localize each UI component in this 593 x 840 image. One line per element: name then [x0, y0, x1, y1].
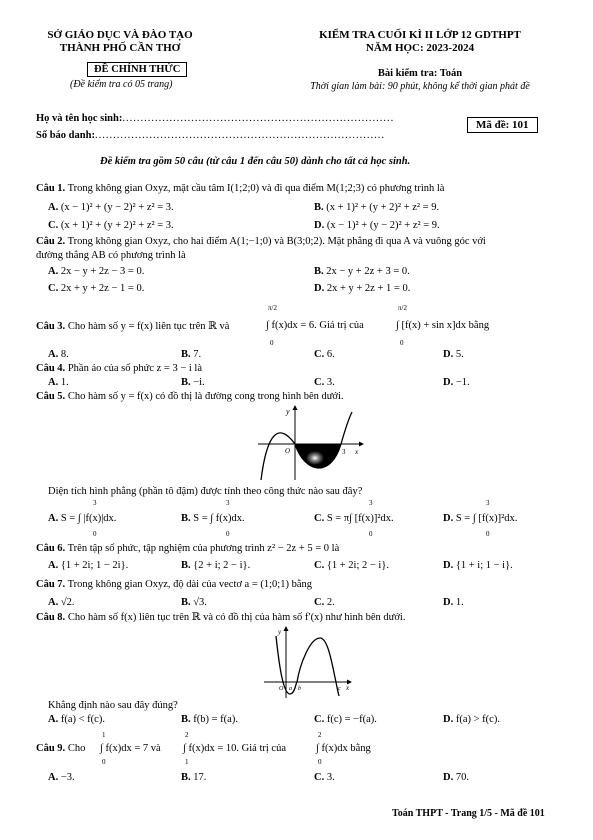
q8-a-label: a [289, 686, 292, 692]
question-1: Câu 1. Trong không gian Oxyz, mặt cầu tâm I(1;2;0) và đi qua điểm M(1;2;3) có phương trình là [36, 183, 445, 194]
question-2: Câu 2. Trong không gian Oxyz, cho hai điểm A(1;−1;0) và B(3;0;2). Mặt phẳng đi qua A và vuông góc với [36, 236, 486, 247]
official-badge: ĐỀ CHÍNH THỨC [87, 62, 187, 77]
q9-integral-1: ∫ f(x)dx = 7 và [100, 743, 161, 754]
q2-option-a: A. 2x − y + 2z − 3 = 0. [48, 266, 145, 277]
q8-b-label: b [298, 686, 301, 692]
q5-b-lower: 0 [226, 530, 230, 538]
q7-option-c: C. 2. [314, 597, 335, 608]
student-name-label: Họ và tên học sinh:........................................................................... [36, 113, 395, 124]
q1-option-b: B. (x + 1)² + (y + 2)² + z² = 9. [314, 202, 440, 213]
q3-int1-lower: 0 [270, 339, 274, 347]
question-7: Câu 7. Trong không gian Oxyz, độ dài của vectơ a = (1;0;1) bằng [36, 579, 312, 590]
student-id-label: Số báo danh:................................................................................ [36, 130, 385, 141]
q1-option-a: A. (x − 1)² + (y − 2)² + z² = 3. [48, 202, 174, 213]
q6-option-b: B. {2 + i; 2 − i}. [181, 560, 251, 571]
q9-option-d: D. 70. [443, 772, 469, 783]
pages-note: (Đề kiểm tra có 05 trang) [70, 79, 173, 90]
q2-option-c: C. 2x + y + 2z − 1 = 0. [48, 283, 145, 294]
department-name: SỞ GIÁO DỤC VÀ ĐÀO TẠO [47, 29, 193, 41]
question-5: Câu 5. Cho hàm số y = f(x) có đồ thị là đường cong trong hình bên dưới. [36, 391, 344, 402]
q5-option-d: D. S = ∫ [f(x)]²dx. [443, 513, 518, 524]
question-3: Câu 3. Cho hàm số y = f(x) liên tục trên ℝ và [36, 321, 230, 332]
q5-c-upper: 3 [369, 499, 373, 507]
q3-option-b: B. 7. [181, 349, 202, 360]
q8-y-arrow [284, 626, 289, 631]
q9-option-c: C. 3. [314, 772, 335, 783]
q3-option-a: A. 8. [48, 349, 69, 360]
q9-int3-lower: 0 [318, 758, 322, 766]
q9-int2-upper: 2 [185, 731, 189, 739]
q5-origin-label: O [285, 447, 291, 455]
q5-x-label: x [355, 448, 359, 456]
question-2-cont: đường thẳng AB có phương trình là [36, 250, 186, 261]
q7-option-b: B. √3. [181, 597, 207, 608]
q8-option-d: D. f(a) > f(c). [443, 714, 500, 725]
q3-integral-2: ∫ [f(x) + sin x]dx bằng [396, 320, 490, 331]
q5-y-label: y [286, 407, 290, 416]
school-year: NĂM HỌC: 2023-2024 [365, 42, 475, 54]
q5-option-a: A. S = ∫ |f(x)|dx. [48, 513, 117, 524]
time-note: Thời gian làm bài: 90 phút, không kể thời gian phát đề [310, 81, 530, 92]
q4-option-c: C. 3. [314, 377, 335, 388]
q4-option-a: A. 1. [48, 377, 69, 388]
exam-title: KIỂM TRA CUỐI KÌ II LỚP 12 GDTHPT [319, 29, 521, 41]
q9-integral-2: ∫ f(x)dx = 10. Giá trị của [183, 743, 286, 754]
q9-int1-upper: 1 [102, 731, 106, 739]
q5-y-arrow [293, 405, 298, 410]
q5-option-b: B. S = ∫ f(x)dx. [181, 513, 245, 524]
q3-int2-upper: π/2 [398, 304, 407, 312]
question-9: Câu 9. Cho [36, 743, 86, 754]
page-footer: Toán THPT - Trang 1/5 - Mã đề 101 [392, 808, 545, 819]
question-5-prompt: Diện tích hình phẳng (phần tô đậm) được tính theo công thức nào sau đây? [48, 486, 363, 497]
q3-int2-lower: 0 [400, 339, 404, 347]
q5-x-arrow [359, 442, 364, 447]
q2-option-b: B. 2x − y + 2z + 3 = 0. [314, 266, 410, 277]
q8-option-b: B. f(b) = f(a). [181, 714, 238, 725]
q4-option-d: D. −1. [443, 377, 470, 388]
q8-c-label: c [338, 686, 341, 692]
subject: Bài kiểm tra: Toán [377, 68, 463, 79]
q1-option-d: D. (x − 1)² + (y − 2)² + z² = 9. [314, 220, 440, 231]
q3-int1-upper: π/2 [268, 304, 277, 312]
q1-option-c: C. (x + 1)² + (y + 2)² + z² = 3. [48, 220, 174, 231]
q5-d-upper: 3 [486, 499, 490, 507]
instruction-line: Đề kiểm tra gồm 50 câu (từ câu 1 đến câu 50) dành cho tất cả học sinh. [100, 156, 411, 167]
q6-option-c: C. {1 + 2i; 2 − i}. [314, 560, 390, 571]
q3-option-c: C. 6. [314, 349, 335, 360]
q5-shade-highlight [306, 451, 324, 465]
question-6: Câu 6. Trên tập số phức, tập nghiệm của phương trình z² − 2z + 5 = 0 là [36, 543, 340, 554]
q2-option-d: D. 2x + y + 2z + 1 = 0. [314, 283, 411, 294]
q6-option-a: A. {1 + 2i; 1 − 2i}. [48, 560, 129, 571]
q5-option-c: C. S = π∫ [f(x)]²dx. [314, 513, 394, 524]
q9-option-b: B. 17. [181, 772, 207, 783]
q3-option-d: D. 5. [443, 349, 464, 360]
q5-graph [255, 402, 365, 482]
question-4: Câu 4. Phần ảo của số phức z = 3 − i là [36, 363, 202, 374]
q9-int1-lower: 0 [102, 758, 106, 766]
q9-int2-lower: 1 [185, 758, 189, 766]
q3-integral-1: ∫ f(x)dx = 6. Giá trị của [266, 320, 364, 331]
q9-int3-upper: 2 [318, 731, 322, 739]
q6-option-d: D. {1 + i; 1 − i}. [443, 560, 513, 571]
q8-graph [262, 624, 354, 700]
q5-d-lower: 0 [486, 530, 490, 538]
city-name: THÀNH PHỐ CẦN THƠ [59, 42, 181, 54]
q8-option-c: C. f(c) = −f(a). [314, 714, 377, 725]
q7-option-d: D. 1. [443, 597, 464, 608]
q8-x-label: x [346, 684, 350, 692]
q5-c-lower: 0 [369, 530, 373, 538]
exam-code-box: Mã đề: 101 [467, 117, 538, 133]
q5-b-upper: 3 [226, 499, 230, 507]
q8-y-label: y [278, 628, 282, 636]
q5-three-label: 3 [342, 448, 346, 456]
question-8-prompt: Khẳng định nào sau đây đúng? [48, 700, 178, 711]
question-8: Câu 8. Cho hàm số f(x) liên tục trên ℝ và có đồ thị của hàm số f′(x) như hình bên dưới. [36, 612, 406, 623]
q5-a-lower: 0 [93, 530, 97, 538]
q9-option-a: A. −3. [48, 772, 75, 783]
q5-a-upper: 3 [93, 499, 97, 507]
q8-origin-label: O [279, 686, 284, 692]
q8-option-a: A. f(a) < f(c). [48, 714, 105, 725]
q4-option-b: B. −i. [181, 377, 205, 388]
q8-derivative-curve [276, 636, 339, 696]
q9-integral-3: ∫ f(x)dx bằng [316, 743, 371, 754]
q7-option-a: A. √2. [48, 597, 75, 608]
